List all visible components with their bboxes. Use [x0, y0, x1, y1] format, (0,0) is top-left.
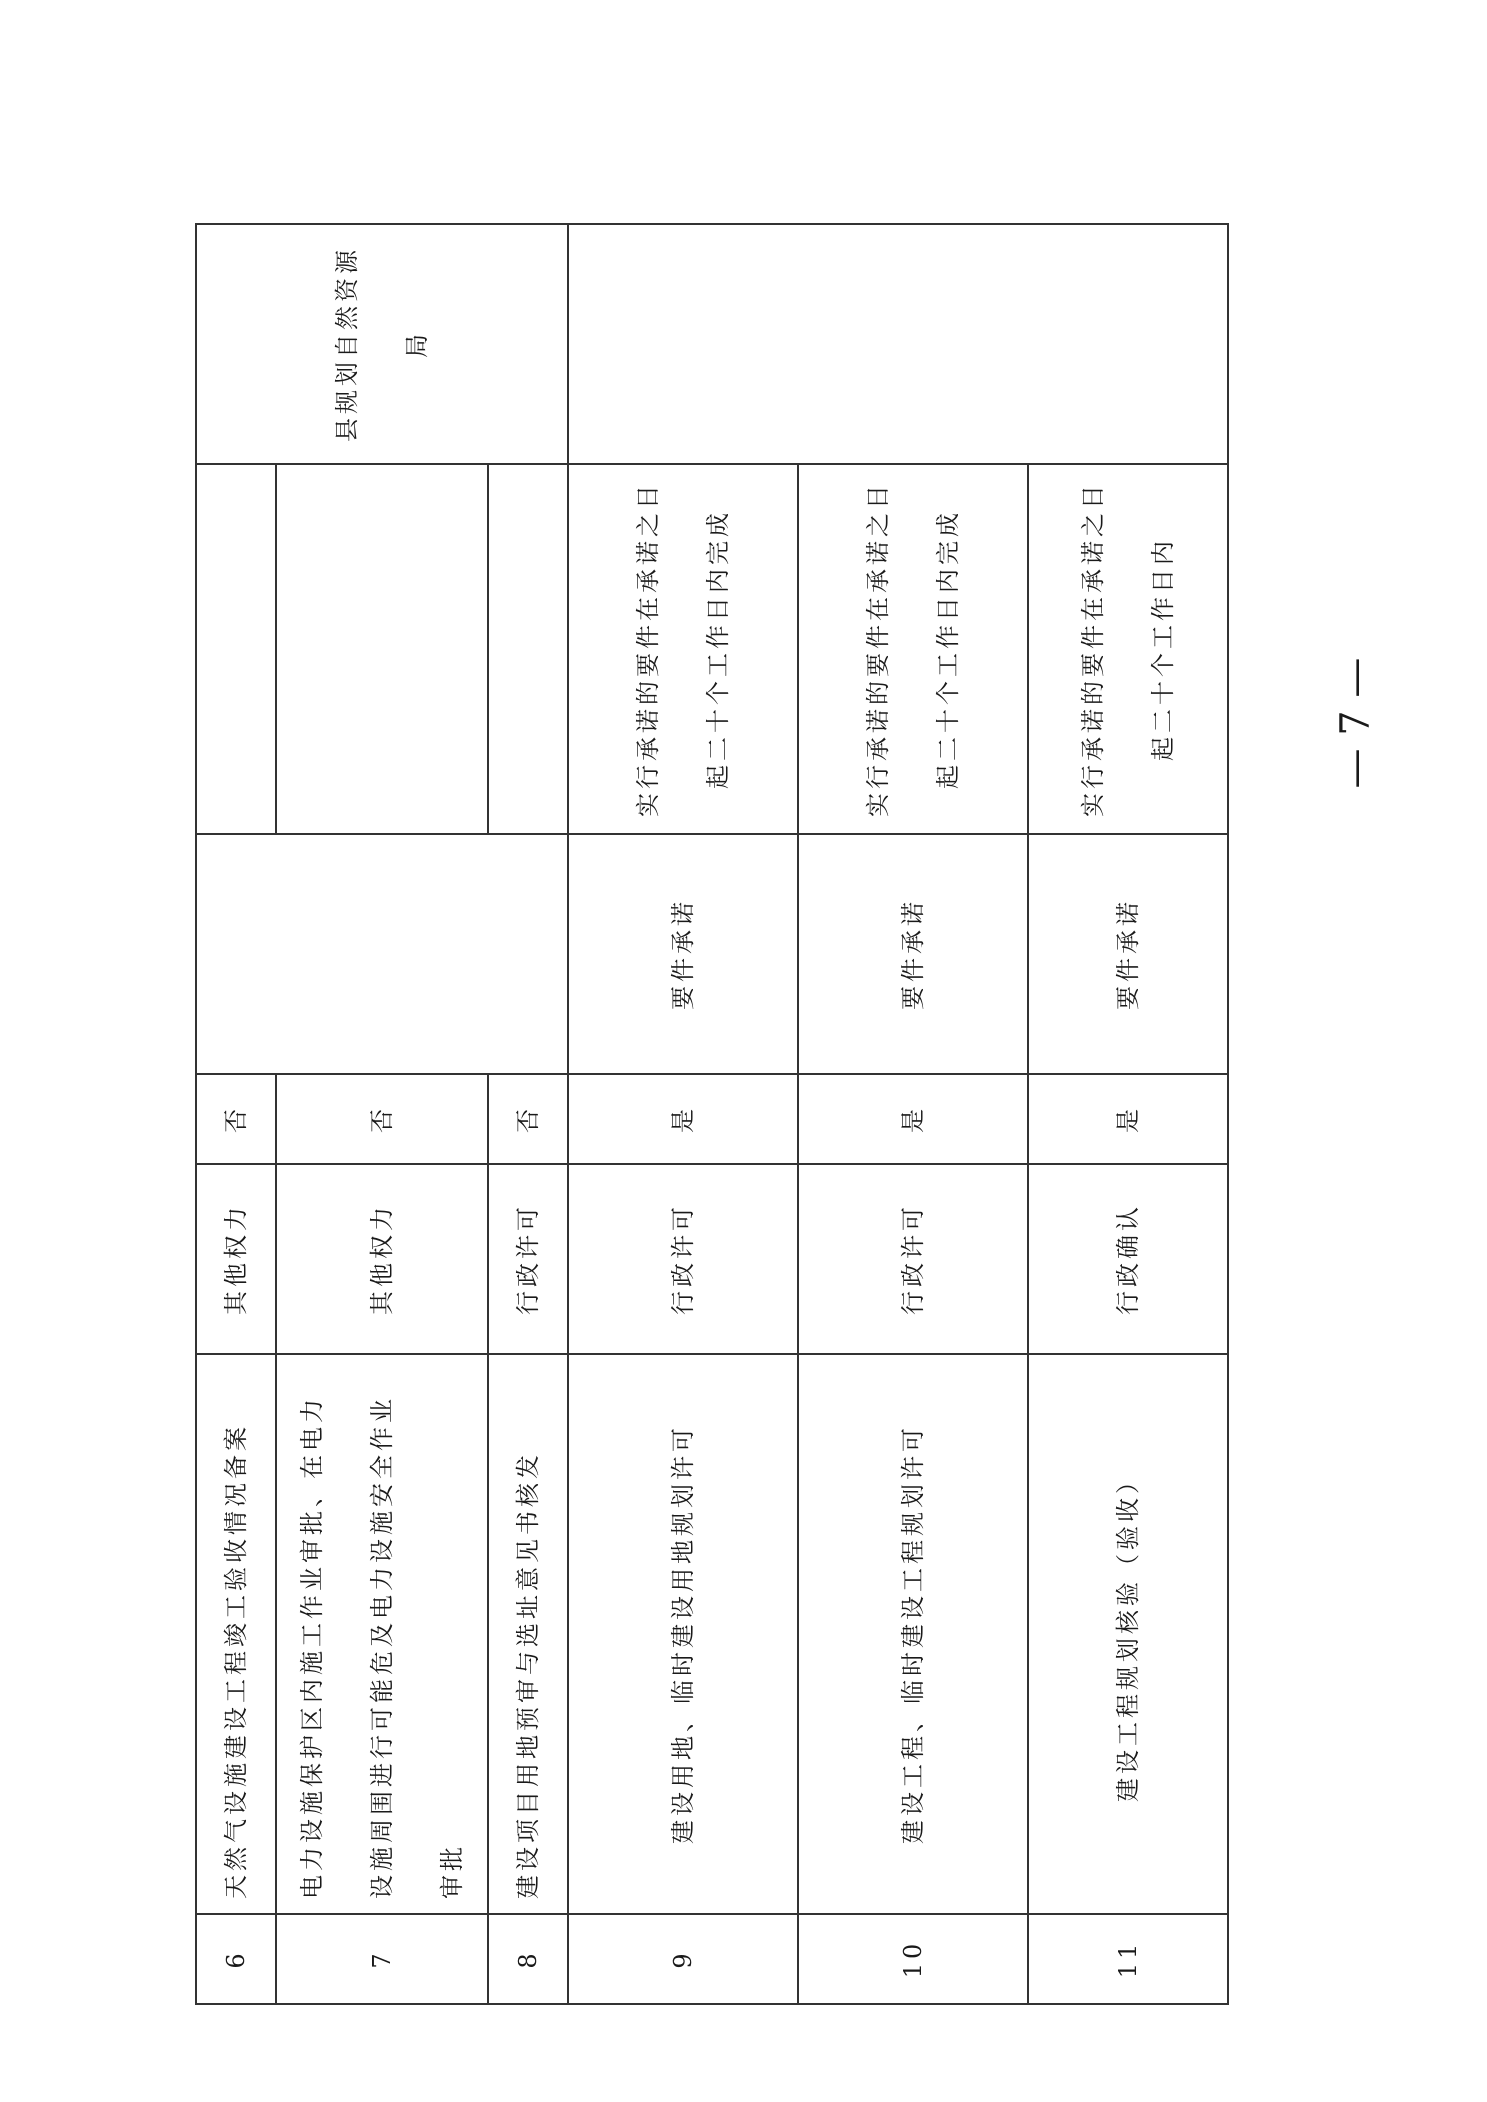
item-type: 行政许可	[568, 1164, 798, 1354]
table-row	[568, 224, 798, 2004]
table-row	[798, 224, 1028, 2004]
item-name: 天然气设施建设工程竣工验收情况备案	[196, 1354, 276, 1914]
commitment-method: 要件承诺	[568, 834, 798, 1074]
page-number: — 7 —	[1332, 657, 1379, 789]
table-row	[1028, 224, 1228, 2004]
row-number: 7	[276, 1914, 488, 2004]
commitment-method: 要件承诺	[798, 834, 1028, 1074]
table-row	[276, 224, 488, 2004]
item-type: 行政确认	[1028, 1164, 1228, 1354]
commitment-flag: 是	[568, 1074, 798, 1164]
row-number: 11	[1028, 1914, 1228, 2004]
commitment-flag: 否	[196, 1074, 276, 1164]
item-name: 建设工程、临时建设工程规划许可	[798, 1354, 1028, 1914]
item-type: 行政许可	[798, 1164, 1028, 1354]
commitment-flag: 是	[1028, 1074, 1228, 1164]
commitment-requirement	[488, 464, 568, 834]
table-row	[196, 224, 276, 2004]
commitment-flag: 否	[276, 1074, 488, 1164]
row-number: 10	[798, 1914, 1028, 2004]
commitment-requirement	[196, 464, 276, 834]
commitment-requirement: 实行承诺的要件在承诺之日起二十个工作日内完成	[798, 464, 1028, 834]
commitment-requirement: 实行承诺的要件在承诺之日起二十个工作日内完成	[568, 464, 798, 834]
item-type: 行政许可	[488, 1164, 568, 1354]
commitment-requirement: 实行承诺的要件在承诺之日起二十个工作日内	[1028, 464, 1228, 834]
rotated-table-container	[195, 225, 1215, 2005]
department-name: 县规划自然资源局	[333, 246, 431, 442]
item-name: 建设用地、临时建设用地规划许可	[568, 1354, 798, 1914]
commitment-method: 要件承诺	[1028, 834, 1228, 1074]
approval-items-table	[195, 223, 1229, 2005]
item-type: 其他权力	[276, 1164, 488, 1354]
commitment-method	[196, 834, 568, 1074]
commitment-flag: 否	[488, 1074, 568, 1164]
row-number: 8	[488, 1914, 568, 2004]
item-name: 电力设施保护区内施工作业审批、在电力设施周围进行可能危及电力设施安全作业审批	[276, 1354, 488, 1914]
table-row	[488, 224, 568, 2004]
commitment-flag: 是	[798, 1074, 1028, 1164]
item-name: 建设工程规划核验（验收）	[1028, 1354, 1228, 1914]
responsible-department	[196, 224, 568, 464]
item-name: 建设项目用地预审与选址意见书核发	[488, 1354, 568, 1914]
row-number: 9	[568, 1914, 798, 2004]
responsible-department-cont	[568, 224, 1228, 464]
item-type: 其他权力	[196, 1164, 276, 1354]
commitment-requirement	[276, 464, 488, 834]
row-number: 6	[196, 1914, 276, 2004]
